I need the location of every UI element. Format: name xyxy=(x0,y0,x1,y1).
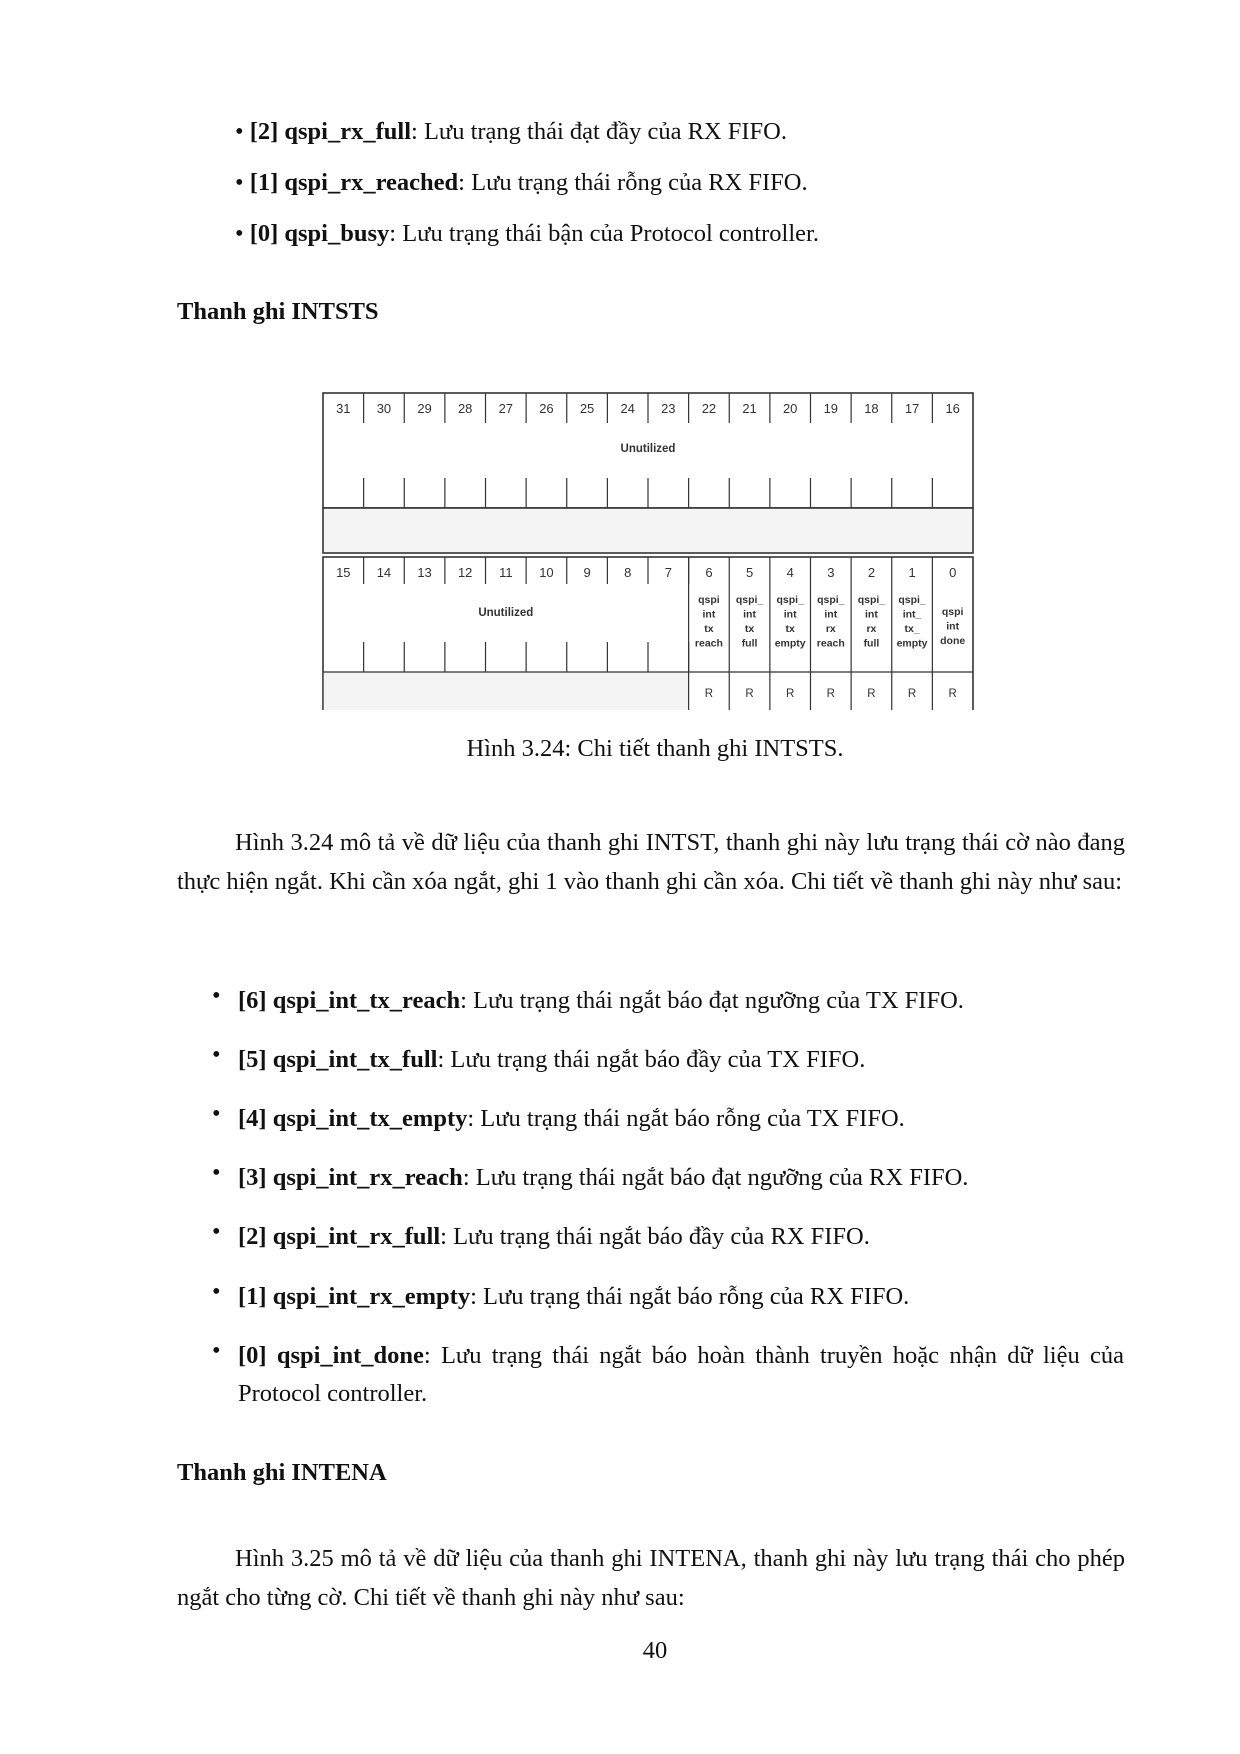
bit-number: 7 xyxy=(664,565,672,580)
bit-number: 20 xyxy=(782,401,798,416)
unutilized-label: Unutilized xyxy=(478,607,534,619)
bit-number: 0 xyxy=(949,565,957,580)
bit-desc: : Lưu trạng thái rỗng của RX FIFO. xyxy=(458,169,808,196)
field-name-line: done xyxy=(940,635,966,647)
field-name-line: tx xyxy=(744,623,755,635)
bit-number: 16 xyxy=(945,401,960,416)
bit-number: 9 xyxy=(583,565,591,580)
bit-name: [2] qspi_rx_full xyxy=(249,118,412,145)
bit-number: 26 xyxy=(539,401,554,416)
bit-desc: : Lưu trạng thái đạt đầy của RX FIFO. xyxy=(411,118,787,145)
field-name-line: rx xyxy=(866,623,877,635)
bit-number: 15 xyxy=(336,565,351,580)
field-name-line: qspi xyxy=(698,594,720,606)
bullet-dot: • xyxy=(212,1218,221,1245)
field-access: R xyxy=(704,688,714,700)
field-access: R xyxy=(948,688,957,700)
bullet-dot: • xyxy=(212,1278,221,1305)
bullet-dot: • xyxy=(212,1159,221,1186)
bit-name: [6] qspi_int_tx_reach xyxy=(238,987,461,1014)
top-bullet-rx-reached: • [1] qspi_rx_reached: Lưu trạng thái rỗng của RX FIFO. xyxy=(235,169,808,196)
field-name-line: tx_ xyxy=(904,623,920,635)
bit-number: 19 xyxy=(823,401,839,416)
bit-number: 17 xyxy=(904,401,920,416)
field-name-line: qspi_ xyxy=(776,594,804,606)
bit-number: 13 xyxy=(417,565,432,580)
field-name-line: tx xyxy=(704,623,714,635)
field-name-line: int xyxy=(946,620,960,633)
bit-name: [0] qspi_busy xyxy=(249,220,390,247)
field-name-line: qspi_ xyxy=(735,594,764,606)
field-name-line: int_ xyxy=(902,608,922,621)
bit-number: 1 xyxy=(908,565,916,580)
bit-number: 3 xyxy=(827,565,835,580)
field-access: R xyxy=(867,688,876,700)
bit-number: 18 xyxy=(864,401,879,416)
bit-desc: : Lưu trạng thái ngắt báo đầy của TX FIFO. xyxy=(437,1046,866,1073)
bit-desc: : Lưu trạng thái ngắt báo đạt ngưỡng của TX FIFO. xyxy=(460,987,964,1014)
field-name-line: reach xyxy=(816,637,845,650)
field-name-line: full xyxy=(741,637,758,650)
heading-intsts: Thanh ghi INTSTS xyxy=(177,298,379,325)
field-name-line: int xyxy=(743,608,756,621)
bit-number: 21 xyxy=(742,401,757,416)
bit-number: 29 xyxy=(417,401,432,416)
bullet-dot: • xyxy=(212,982,221,1009)
bit-name: [1] qspi_int_rx_empty xyxy=(238,1283,471,1310)
heading-intena: Thanh ghi INTENA xyxy=(177,1459,387,1486)
bit-number: 4 xyxy=(786,565,794,580)
top-bullet-busy: • [0] qspi_busy: Lưu trạng thái bận của Protocol controller. xyxy=(235,220,819,247)
field-name-line: tx xyxy=(785,623,795,635)
top-bullet-rx-full: • [2] qspi_rx_full: Lưu trạng thái đạt đầy của RX FIFO. xyxy=(235,118,787,145)
field-name-line: int xyxy=(702,608,716,621)
bit-name: [2] qspi_int_rx_full xyxy=(238,1223,441,1250)
bit-number: 25 xyxy=(579,401,595,416)
bit-name: [3] qspi_int_rx_reach xyxy=(238,1164,463,1191)
field-name-line: int xyxy=(865,608,878,621)
bit-number: 22 xyxy=(701,401,717,416)
bit-number: 12 xyxy=(457,565,473,580)
bit-name: [0] qspi_int_done xyxy=(238,1342,424,1369)
field-access: R xyxy=(786,688,795,700)
bit-desc: : Lưu trạng thái ngắt báo đạt ngưỡng của RX FIFO. xyxy=(462,1164,969,1191)
register-diagram xyxy=(320,390,976,710)
bit-number: 24 xyxy=(620,401,635,416)
field-name-line: rx xyxy=(825,623,836,635)
bit-number: 6 xyxy=(705,565,713,580)
field-name-line: int xyxy=(824,608,838,621)
bullet-dot: • xyxy=(212,1337,221,1364)
bit-number: 14 xyxy=(376,565,392,580)
field-access: R xyxy=(745,688,754,700)
lower-unutilized-access xyxy=(324,672,689,710)
bit-number: 28 xyxy=(457,401,473,416)
field-name-line: qspi_ xyxy=(898,594,926,606)
field-name-line: qspi_ xyxy=(817,594,845,606)
bit-number: 2 xyxy=(867,565,876,580)
register-svg xyxy=(320,390,976,710)
bit-name: [5] qspi_int_tx_full xyxy=(238,1046,438,1073)
bit-number: 27 xyxy=(498,401,514,416)
bullet-dot: • xyxy=(212,1100,221,1127)
page-number: 40 xyxy=(642,1637,668,1664)
paragraph-1 xyxy=(177,823,1125,901)
field-access: R xyxy=(907,688,917,700)
bullet-dot: • xyxy=(212,1041,221,1068)
field-name-line: reach xyxy=(694,637,723,650)
bit-number: 10 xyxy=(539,565,554,580)
bit-number: 23 xyxy=(661,401,676,416)
bit-number: 31 xyxy=(336,401,351,416)
upper-access-row xyxy=(323,508,973,553)
unutilized-label: Unutilized xyxy=(620,443,676,455)
bit-desc: : Lưu trạng thái ngắt báo rỗng của RX FIFO. xyxy=(470,1283,910,1310)
field-name-line: int xyxy=(783,608,797,621)
bit-number: 30 xyxy=(376,401,392,416)
bit-number: 8 xyxy=(624,565,632,580)
field-name-line: empty xyxy=(896,637,928,650)
field-name-line: qspi_ xyxy=(857,594,886,606)
bit-number: 5 xyxy=(745,565,754,580)
paragraph-1-text: Hình 3.24 mô tả về dữ liệu của thanh ghi INTST, thanh ghi này lưu trạng thái cờ nào đang thực hiện ngắt. Khi cần xóa ngắt, ghi 1 vào thanh ghi cần xóa. Chi tiết về thanh ghi này như sau: xyxy=(177,829,1125,895)
field-name-line: qspi xyxy=(941,606,964,618)
bit-number: 11 xyxy=(499,565,513,580)
bit-name: [4] qspi_int_tx_empty xyxy=(238,1105,468,1132)
bit-desc: : Lưu trạng thái ngắt báo hoàn thành truyền hoặc nhận dữ liệu của Protocol controller. xyxy=(238,1342,1124,1407)
bit-desc: : Lưu trạng thái ngắt báo đầy của RX FIFO. xyxy=(440,1223,870,1250)
paragraph-2 xyxy=(177,1539,1125,1617)
bit-name: [1] qspi_rx_reached xyxy=(249,169,459,196)
field-access: R xyxy=(826,688,835,700)
field-name-line: empty xyxy=(774,637,806,650)
paragraph-2-text: Hình 3.25 mô tả về dữ liệu của thanh ghi INTENA, thanh ghi này lưu trạng thái cho phép ngắt cho từng cờ. Chi tiết về thanh ghi này như sau: xyxy=(177,1545,1125,1611)
figure-caption: Hình 3.24: Chi tiết thanh ghi INTSTS. xyxy=(466,735,844,762)
field-name-line: full xyxy=(863,637,880,650)
bit-desc: : Lưu trạng thái bận của Protocol controller. xyxy=(389,220,819,247)
bit-desc: : Lưu trạng thái ngắt báo rỗng của TX FIFO. xyxy=(467,1105,905,1132)
